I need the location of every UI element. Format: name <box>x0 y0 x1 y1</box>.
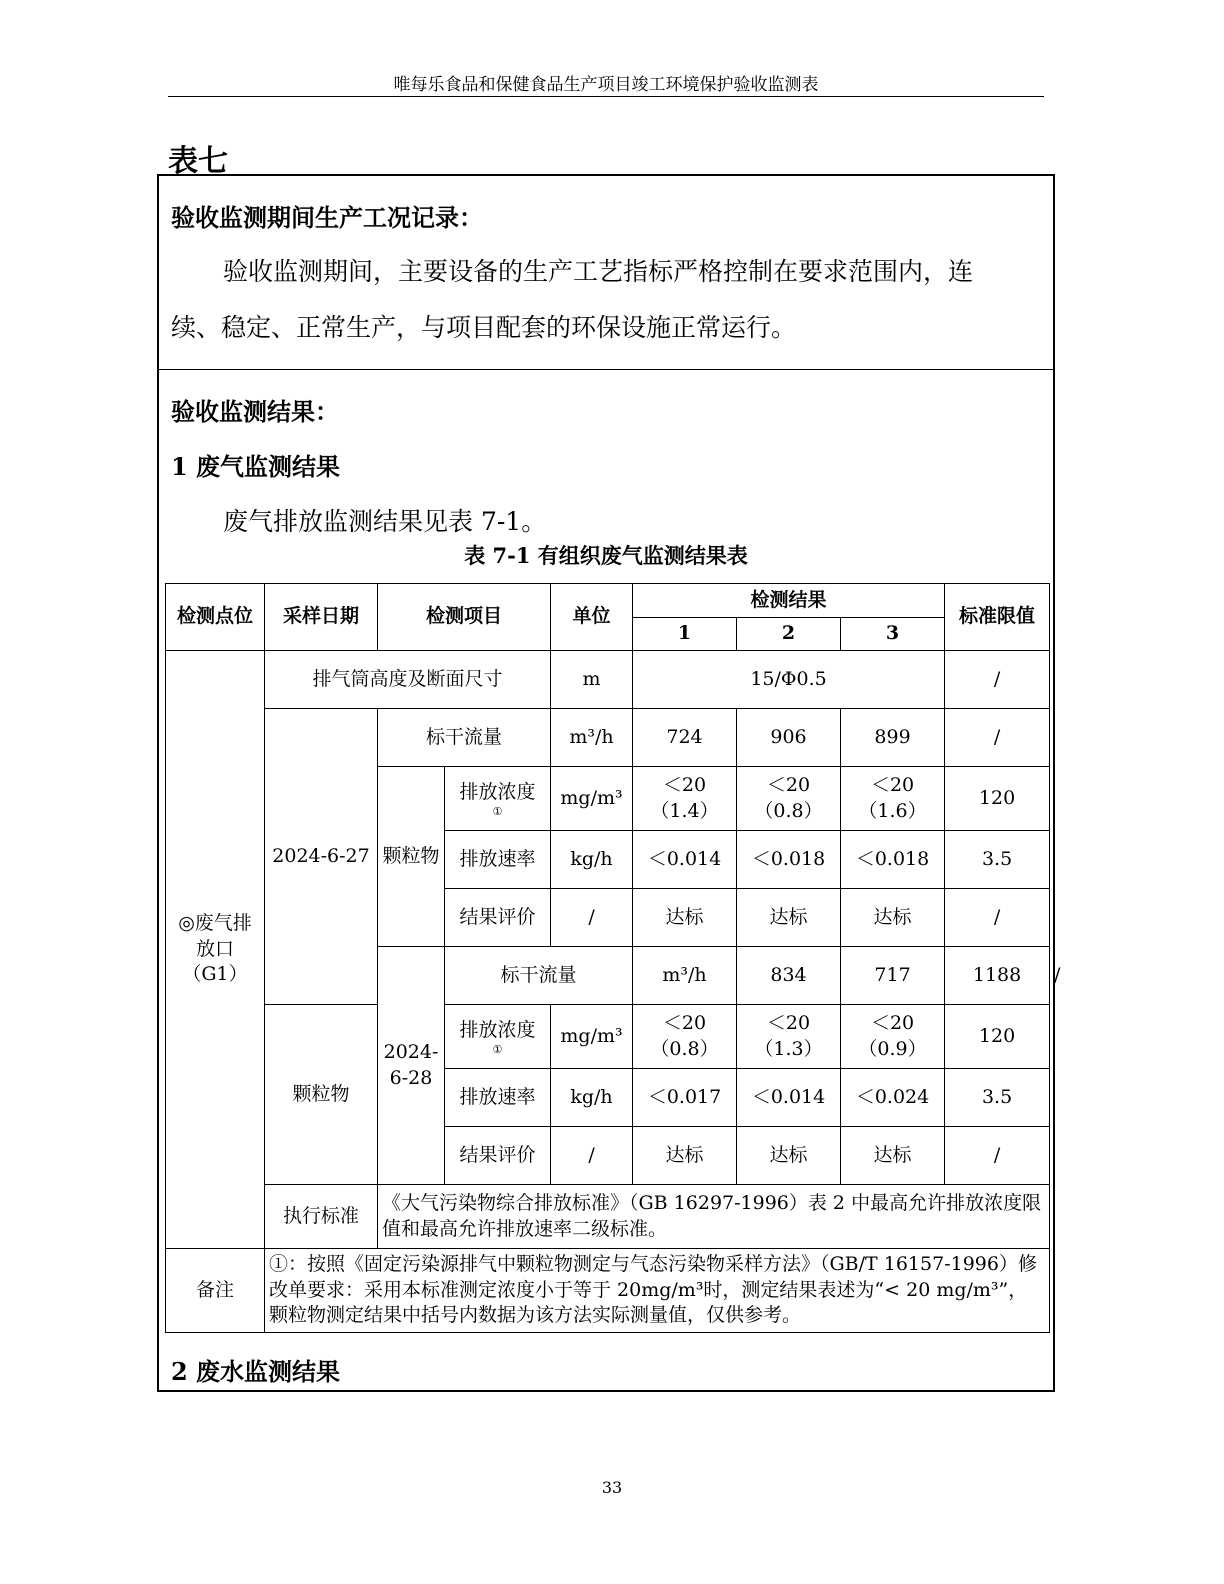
table-cell: ＜0.014 <box>633 831 737 889</box>
conc-limit: 120 <box>945 767 1050 831</box>
table-cell: ＜0.024 <box>841 1069 945 1127</box>
table-cell: 724 <box>633 709 737 767</box>
table-cell: ＜20 （1.6） <box>841 767 945 831</box>
conc-limit: 120 <box>945 1005 1050 1069</box>
section2-heading: 验收监测结果： <box>171 397 339 426</box>
eval-limit: / <box>945 1127 1050 1185</box>
waste-gas-intro: 废气排放监测结果见表 7-1。 <box>223 507 547 536</box>
header-unit: 单位 <box>551 584 633 651</box>
rate-label: 排放速率 <box>445 831 551 889</box>
table-cell: ＜0.018 <box>841 831 945 889</box>
rate-limit: 3.5 <box>945 1069 1050 1127</box>
section1-paragraph-line1: 验收监测期间，主要设备的生产工艺指标严格控制在要求范围内，连 <box>223 257 974 286</box>
section1-heading: 验收监测期间生产工况记录： <box>171 203 483 232</box>
section-divider <box>159 369 1053 370</box>
table-cell: ＜0.018 <box>737 831 841 889</box>
eval-label: 结果评价 <box>445 889 551 947</box>
table-cell: 达标 <box>737 889 841 947</box>
document-header-title: 唯每乐食品和保健食品生产项目竣工环境保护验收监测表 <box>393 75 819 95</box>
particle-label: 颗粒物 <box>378 767 445 947</box>
section1-paragraph-line2: 续、稳定、正常生产，与项目配套的环保设施正常运行。 <box>171 313 797 342</box>
waste-water-subheading: 2 废水监测结果 <box>171 1357 341 1386</box>
stack-value: 15/Φ0.5 <box>633 651 945 709</box>
table-cell: ＜20 （0.8） <box>737 767 841 831</box>
table-caption: 表 7-1 有组织废气监测结果表 <box>464 543 748 568</box>
table-cell: ＜20 （0.8） <box>633 1005 737 1069</box>
flow-label: 标干流量 <box>378 709 551 767</box>
rate-unit: kg/h <box>551 831 633 889</box>
table-cell: 达标 <box>841 1127 945 1185</box>
sample-date-2: 2024-6-28 <box>378 947 445 1185</box>
table-cell: 达标 <box>633 889 737 947</box>
eval-limit: / <box>945 889 1050 947</box>
flow-limit: / <box>945 709 1050 767</box>
waste-gas-results-table: 检测点位 采样日期 检测项目 单位 检测结果 标准限值 1 2 3 ◎废气排放口（G1） 排气筒高度及断面尺寸 m 15/Φ0.5 / 2024-6-27 标干流量 m³/h 724 906 899 / 颗粒物 排放浓度 ① mg/m³ ＜20 （1.4） ＜20 （0.8） ＜20 （1.6） 120 排放速率 kg/h ＜0.014 ＜0.018 ＜0.018 3.5 结果评价 / 达标 达标 达标 / 2024-6-28 标干流量 m³/h 834 717 1188 / 颗粒物 排放浓度 ① mg/m³ ＜20 （0.8） ＜20 （1.3） ＜20 （0.9） 120 排放速率 kg/h ＜0.017 ＜0.014 ＜0.024 3.5 结果评价 / 达标 达标 达标 / 执行标准 《大气污染物综合排放标准》（GB 16297-1996）表 2 中最高允许排放浓度限值和最高允许排放速率二级标准。 备注 ①：按照《固定污染源排气中颗粒物测定与气态污染物采样方法》（GB/T 16157-1996）修改单要求：采用本标准测定浓度小于等于 20mg/m³时，测定结果表述为“< 20 mg/m³”，颗粒物测定结果中括号内数据为该方法实际测量值，仅供参考。 <box>165 583 1050 1333</box>
table-cell: 达标 <box>737 1127 841 1185</box>
conc-unit: mg/m³ <box>551 767 633 831</box>
table-cell: 1188 <box>945 947 1050 1005</box>
sample-date-1: 2024-6-27 <box>265 709 378 1005</box>
table-label: 表七 <box>168 144 228 179</box>
eval-unit: / <box>551 889 633 947</box>
header-date: 采样日期 <box>265 584 378 651</box>
note-text: ①：按照《固定污染源排气中颗粒物测定与气态污染物采样方法》（GB/T 16157-1996）修改单要求：采用本标准测定浓度小于等于 20mg/m³时，测定结果表述为“< 20 mg/m³”，颗粒物测定结果中括号内数据为该方法实际测量值，仅供参考。 <box>265 1249 1050 1333</box>
flow-unit: m³/h <box>551 709 633 767</box>
page-number: 33 <box>601 1478 623 1497</box>
header-result-3: 3 <box>841 618 945 651</box>
stack-label: 排气筒高度及断面尺寸 <box>265 651 551 709</box>
conc-label: 排放浓度 ① <box>445 767 551 831</box>
conc-unit: mg/m³ <box>551 1005 633 1069</box>
stack-limit: / <box>945 651 1050 709</box>
stack-unit: m <box>551 651 633 709</box>
header-result-2: 2 <box>737 618 841 651</box>
header-point: 检测点位 <box>166 584 265 651</box>
eval-label: 结果评价 <box>445 1127 551 1185</box>
table-cell: ＜20 （1.4） <box>633 767 737 831</box>
content-frame <box>157 174 1061 1392</box>
table-cell: ＜0.017 <box>633 1069 737 1127</box>
flow-label: 标干流量 <box>445 947 633 1005</box>
particle-label: 颗粒物 <box>265 1005 378 1185</box>
header-item: 检测项目 <box>378 584 551 651</box>
table-cell: 717 <box>841 947 945 1005</box>
standard-label: 执行标准 <box>265 1185 378 1249</box>
header-result: 检测结果 <box>633 584 945 618</box>
eval-unit: / <box>551 1127 633 1185</box>
header-limit: 标准限值 <box>945 584 1050 651</box>
header-rule <box>168 96 1044 97</box>
header-result-1: 1 <box>633 618 737 651</box>
table-cell: 达标 <box>841 889 945 947</box>
table-cell: 899 <box>841 709 945 767</box>
standard-text: 《大气污染物综合排放标准》（GB 16297-1996）表 2 中最高允许排放浓度限值和最高允许排放速率二级标准。 <box>378 1185 1050 1249</box>
waste-gas-subheading: 1 废气监测结果 <box>171 452 341 481</box>
table-cell: ＜0.014 <box>737 1069 841 1127</box>
flow-unit: m³/h <box>633 947 737 1005</box>
rate-limit: 3.5 <box>945 831 1050 889</box>
table-cell: ＜20 （0.9） <box>841 1005 945 1069</box>
conc-label: 排放浓度 ① <box>445 1005 551 1069</box>
note-label: 备注 <box>166 1249 265 1333</box>
table-cell: 834 <box>737 947 841 1005</box>
table-cell: 906 <box>737 709 841 767</box>
rate-unit: kg/h <box>551 1069 633 1127</box>
rate-label: 排放速率 <box>445 1069 551 1127</box>
monitoring-point: ◎废气排放口（G1） <box>166 651 265 1249</box>
table-cell: 达标 <box>633 1127 737 1185</box>
table-cell: ＜20 （1.3） <box>737 1005 841 1069</box>
